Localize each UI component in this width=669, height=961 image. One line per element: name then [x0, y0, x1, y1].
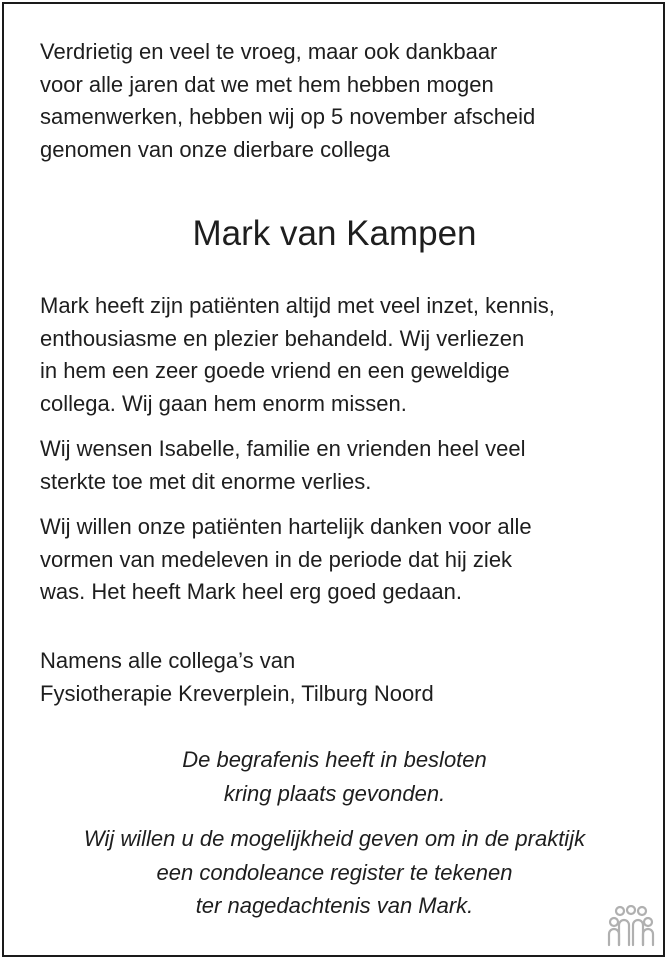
condolence-paragraph — [40, 433, 525, 498]
tribute-line: Mark heeft zijn patiënten altijd met veel inzet, kennis, — [40, 293, 555, 318]
thanks-line: vormen van medeleven in de periode dat hij ziek — [40, 546, 513, 572]
tribute-line: enthousiasme en plezier behandeld. Wij verliezen — [40, 325, 525, 351]
people-group-icon — [606, 905, 656, 947]
thanks-paragraph — [40, 511, 532, 609]
thanks-line: was. Het heeft Mark heel erg goed gedaan. — [40, 579, 462, 604]
intro-paragraph — [40, 36, 535, 166]
condolence-line: sterkte toe met dit enorme verlies. — [40, 468, 372, 494]
register-note-line: ter nagedachtenis van Mark. — [195, 893, 474, 918]
intro-line: voor alle jaren dat we met hem hebben mogen — [40, 71, 494, 97]
intro-line: Verdrietig en veel te vroeg, maar ook dankbaar — [40, 39, 498, 64]
intro-line: samenwerken, hebben wij op 5 november afscheid — [40, 104, 536, 129]
tribute-paragraph — [40, 290, 555, 420]
signature — [40, 645, 434, 710]
register-note — [0, 822, 669, 923]
deceased-name: Mark van Kampen — [192, 214, 477, 253]
signature-line: Namens alle collega’s van — [40, 648, 296, 673]
funeral-note — [0, 743, 669, 810]
register-note-line: Wij willen u de mogelijkheid geven om in de praktijk — [83, 826, 586, 851]
funeral-note-line: kring plaats gevonden. — [223, 780, 446, 806]
tribute-line: collega. Wij gaan hem enorm missen. — [40, 390, 407, 416]
condolence-line: Wij wensen Isabelle, familie en vrienden heel veel — [40, 436, 526, 461]
tribute-line: in hem een zeer goede vriend en een geweldige — [40, 358, 510, 383]
intro-line: genomen van onze dierbare collega — [40, 136, 390, 162]
thanks-line: Wij willen onze patiënten hartelijk danken voor alle — [40, 514, 532, 539]
register-note-line: een condoleance register te tekenen — [156, 859, 513, 885]
signature-line: Fysiotherapie Kreverplein, Tilburg Noord — [40, 680, 434, 706]
funeral-note-line: De begrafenis heeft in besloten — [182, 747, 487, 772]
